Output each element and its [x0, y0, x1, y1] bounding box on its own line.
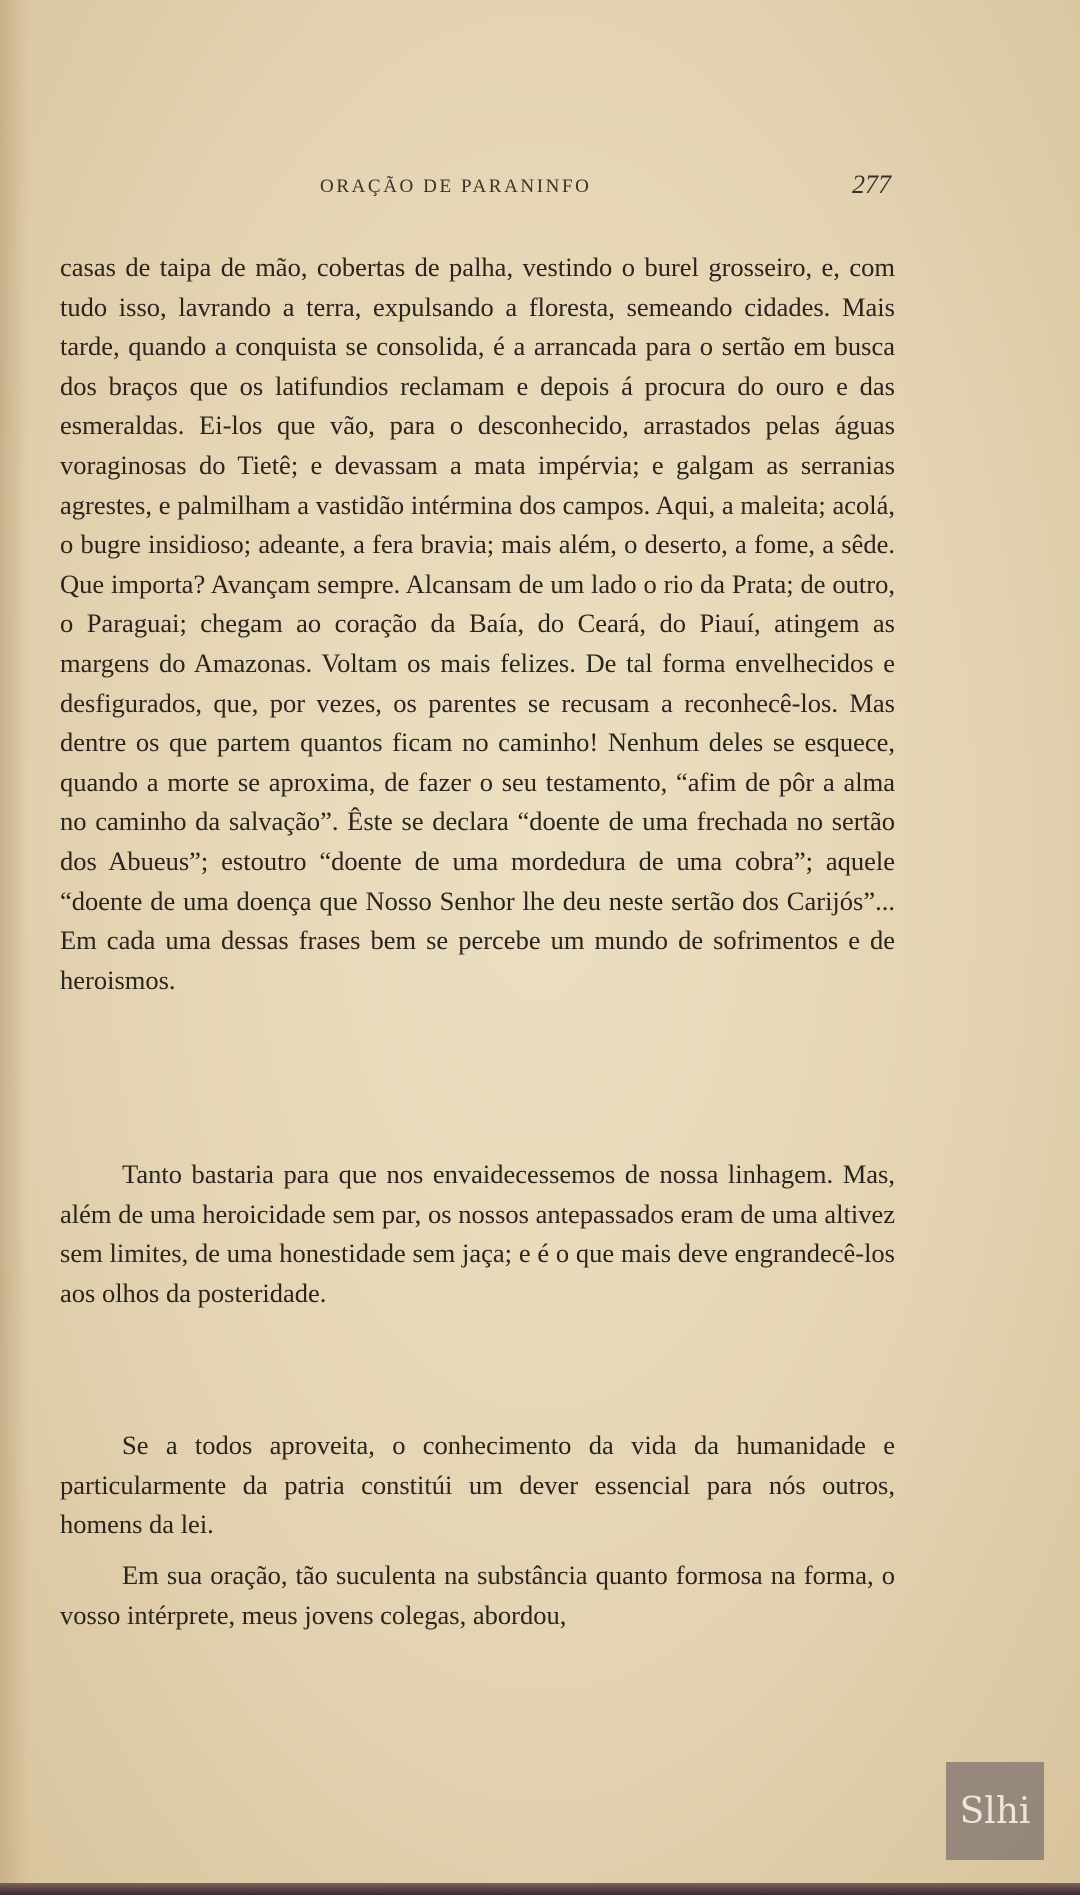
library-logo-watermark: Slhi — [946, 1762, 1044, 1860]
page-edge-shadow — [0, 0, 28, 1895]
paragraph-text: casas de taipa de mão, cobertas de palha, vestindo o burel grosseiro, e, com tudo isso, lavrando a terra, expulsando a floresta, semeando cidades. Mais tarde, quando a conquista se consolida, é a arrancada para o sertão em busca dos braços que os latifundios reclamam e depois á procura do ouro e das esmeraldas. Ei-los que vão, para o desconhecido, arrastados pelas águas voraginosas do Tietê; e devassam a mata impérvia; e galgam as serranias agrestes, e palmilham a vastidão intérmina dos campos. Aqui, a maleita; acolá, o bugre insidioso; adeante, a fera bravia; mais além, o deserto, a fome, a sêde. Que importa? Avançam sempre. Alcansam de um lado o rio da Prata; de outro, o Paraguai; chegam ao coração da Baía, do Ceará, do Piauí, atingem as margens do Amazonas. Voltam os mais felizes. De tal forma envelhecidos e desfigurados, que, por vezes, os parentes se recusam a reconhecê-los. Mas dentre os que partem quantos ficam no caminho! Nenhum deles se esquece, quando a morte se aproxima, de fazer o seu testamento, “afim de pôr a alma no caminho da salvação”. Êste se declara “doente de uma frechada no sertão dos Abueus”; estoutro “doente de uma mordedura de uma cobra”; aquele “doente de uma doença que Nosso Senhor lhe deu neste sertão dos Carijós”... Em cada uma dessas frases bem se percebe um mundo de sofrimentos e de heroismos. — [60, 252, 895, 995]
page-bottom-edge — [0, 1883, 1080, 1895]
body-paragraph-4 — [60, 1556, 895, 1635]
paragraph-text: Se a todos aproveita, o conhecimento da vida da humanidade e particularmente da patria constitúi um dever essencial para nós outros, homens da lei. — [60, 1430, 895, 1540]
paragraph-text: Tanto bastaria para que nos envaidecessemos de nossa linhagem. Mas, além de uma heroicidade sem par, os nossos antepassados eram de uma altivez sem limites, de uma honestidade sem jaça; e é o que mais deve engrandecê-los aos olhos da posteridade. — [60, 1159, 895, 1308]
body-paragraph-2 — [60, 1155, 895, 1313]
body-paragraph-1 — [60, 248, 895, 1000]
page-number: 277 — [852, 170, 891, 199]
running-head-title: ORAÇÃO DE PARANINFO — [320, 176, 592, 197]
body-paragraph-3 — [60, 1426, 895, 1545]
paragraph-text: Em sua oração, tão suculenta na substância quanto formosa na forma, o vosso intérprete, meus jovens colegas, abordou, — [60, 1560, 895, 1630]
